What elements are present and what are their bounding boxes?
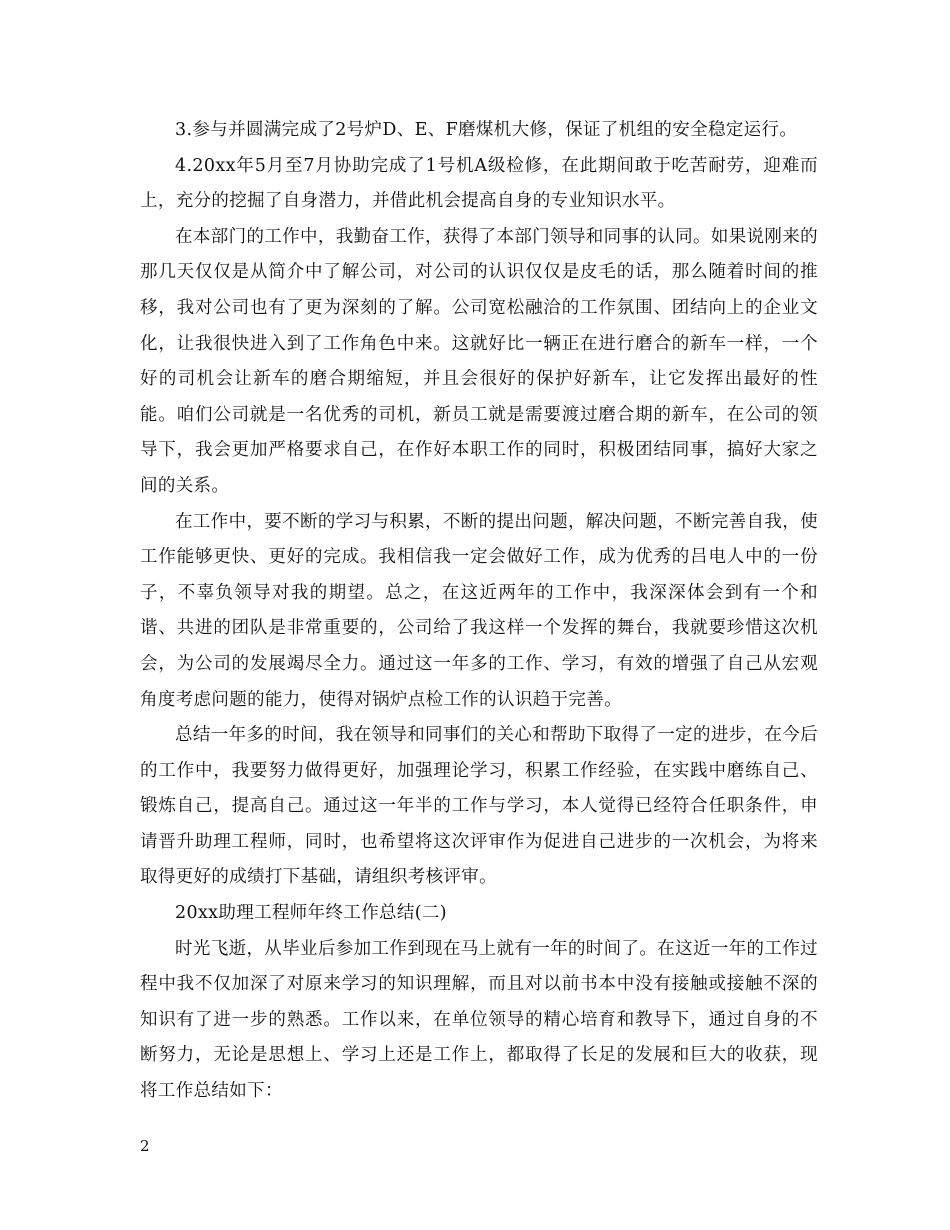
page-number: 2 [140,1137,150,1155]
paragraph-learning: 在工作中，要不断的学习与积累，不断的提出问题，解决问题，不断完善自我，使工作能够更快、更好的完成。我相信我一定会做好工作，成为优秀的吕电人中的一份子，不辜负领导对我的期望。总之，在这近两年的工作中，我深深体会到有一个和谐、共进的团队是非常重要的，公司给了我这样一个发挥的舞台，我就要珍惜这次机会，为公司的发展竭尽全力。通过这一年多的工作、学习，有效的增强了自己从宏观角度考虑问题的能力，使得对锅炉点检工作的认识趋于完善。 [140,511,818,710]
section-title: 20xx助理工程师年终工作总结(二) [175,903,447,924]
paragraph-item-3: 3.参与并圆满完成了2号炉D、E、F磨煤机大修，保证了机组的安全稳定运行。 [175,120,798,140]
paragraph-summary: 总结一年多的时间，我在领导和同事们的关心和帮助下取得了一定的进步，在今后的工作中，我要努力做得更好，加强理论学习，积累工作经验，在实践中磨练自己、锻炼自己，提高自己。通过这一年半的工作与学习，本人觉得已经符合任职条件，申请晋升助理工程师，同时，也希望将这次评审作为促进自己进步的一次机会，为将来取得更好的成绩打下基础，请组织考核评审。 [140,725,818,888]
paragraph-department-work: 在本部门的工作中，我勤奋工作，获得了本部门领导和同事的认同。如果说刚来的那几天仅仅是从简介中了解公司，对公司的认识仅仅是皮毛的话，那么随着时间的推移，我对公司也有了更为深刻的了解。公司宽松融洽的工作氛围、团结向上的企业文化，让我很快进入到了工作角色中来。这就好比一辆正在进行磨合的新车一样，一个好的司机会让新车的磨合期缩短，并且会很好的保护好新车，让它发挥出最好的性能。咱们公司就是一名优秀的司机，新员工就是需要渡过磨合期的新车，在公司的领导下，我会更加严格要求自己，在作好本职工作的同时，积极团结同事，搞好大家之间的关系。 [140,226,818,496]
paragraph-item-4: 4.20xx年5月至7月协助完成了1号机A级检修，在此期间敢于吃苦耐劳，迎难而上，充分的挖掘了自身潜力，并借此机会提高自身的专业知识水平。 [140,155,818,212]
paragraph-intro-two: 时光飞逝，从毕业后参加工作到现在马上就有一年的时间了。在这近一年的工作过程中我不仅加深了对原来学习的知识理解，而且对以前书本中没有接触或接触不深的知识有了进一步的熟悉。工作以来，在单位领导的精心培育和教导下，通过自身的不断努力，无论是思想上、学习上还是工作上，都取得了长足的发展和巨大的收获，现将工作总结如下： [140,938,818,1102]
document-body [140,113,818,1110]
